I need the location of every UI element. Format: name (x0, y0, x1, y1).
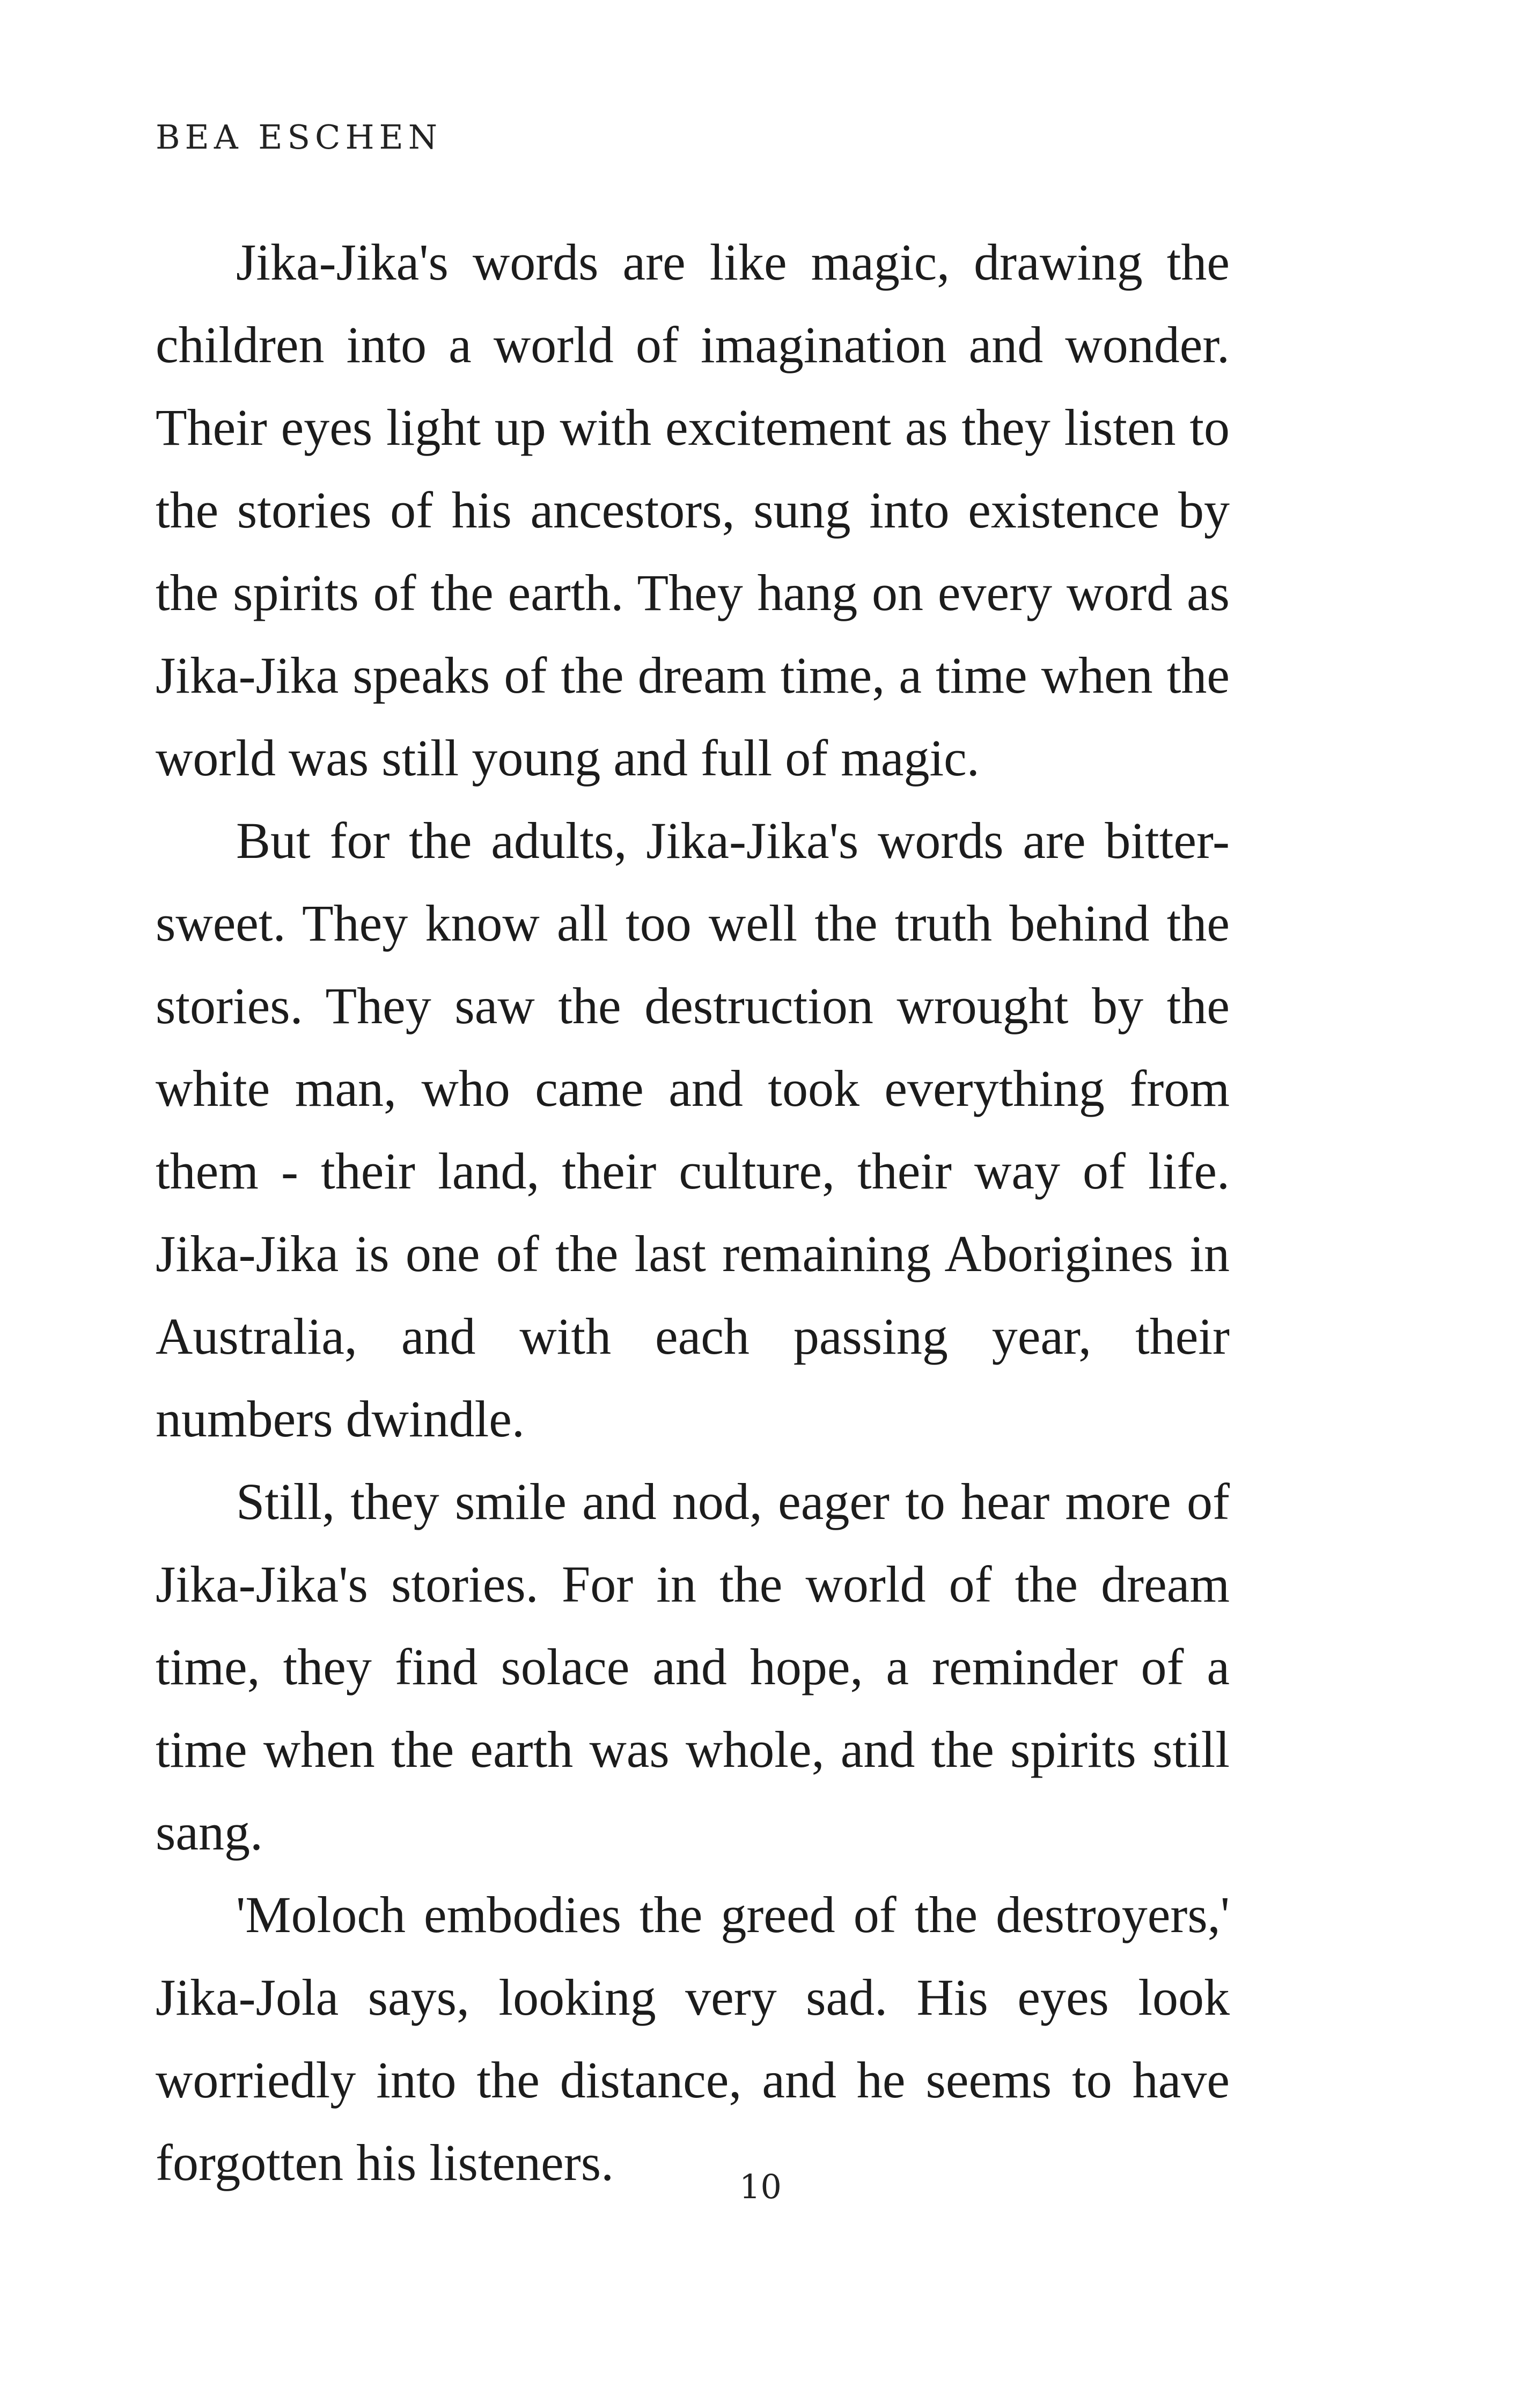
page-number: 10 (739, 2167, 782, 2206)
body-text (156, 221, 1230, 2204)
paragraph: But for the adults, Jika-Jika's words are bitter-sweet. They know all too well the truth behind the stories. They saw the destruction wrought by the white man, who came and took everything from them - their land, their culture, their way of life. Jika-Jika is one of the last remaining Aborigines in Australia, and with each passing year, their numbers dwindle. (156, 812, 1230, 1448)
running-head-author: BEA ESCHEN (156, 118, 443, 157)
paragraph: 'Moloch embodies the greed of the destroyers,' Jika-Jola says, looking very sad. His eyes look worriedly into the distance, and he seems to have forgotten his listeners. (156, 1886, 1230, 2191)
paragraph: Still, they smile and nod, eager to hear more of Jika-Jika's stories. For in the world of the dream time, they find solace and hope, a reminder of a time when the earth was whole, and the spirits still sang. (156, 1473, 1230, 1861)
paragraph: Jika-Jika's words are like magic, drawing the children into a world of imagination and wonder. Their eyes light up with excitement as they listen to the stories of his ancestors, sung into existence by the spirits of the earth. They hang on every word as Jika-Jika speaks of the dream time, a time when the world was still young and full of magic. (156, 233, 1230, 787)
